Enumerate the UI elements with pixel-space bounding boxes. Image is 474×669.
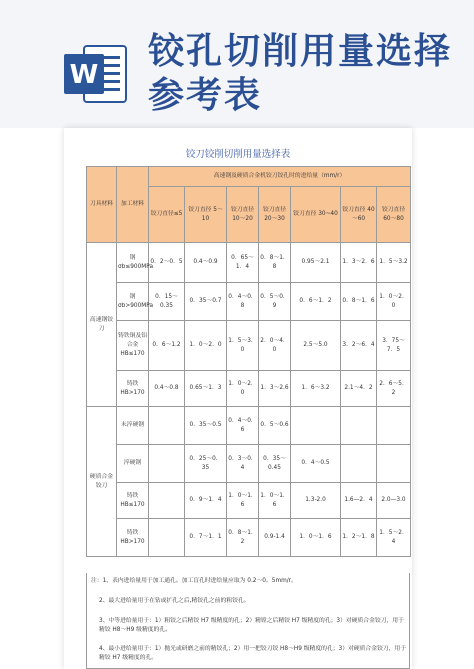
table-cell: 1．0～2．0 — [185, 321, 227, 371]
table-cell: 0.9-1.4 — [259, 519, 291, 557]
header-diameter-4: 铰刀直径 20～30 — [259, 187, 291, 243]
table-cell: 1．3～2．6 — [341, 243, 377, 283]
table-cell — [377, 445, 411, 483]
table-cell: 0．4～0．6 — [227, 407, 259, 445]
table-cell: 2.1～4．2 — [341, 371, 377, 407]
table-cell: 2．0～4．0 — [259, 321, 291, 371]
table-cell: 1．5～2．4 — [377, 519, 411, 557]
table-cell: 1．0～1．6 — [259, 483, 291, 519]
header-diameter-3: 铰刀直径 10～20 — [227, 187, 259, 243]
table-cell — [341, 445, 377, 483]
table-cell — [341, 407, 377, 445]
table-cell: 2.5～5.0 — [291, 321, 341, 371]
table-cell: 0．4～0.5 — [291, 445, 341, 483]
row-material: 铸铁铜及铝合金 HB≤170 — [117, 321, 149, 371]
table-row — [87, 407, 411, 445]
note-4: 4、最小进给量用于：1）抛光或研磨之前的精铰孔；2）用一把铰刀铰 H8～H9 级精度的孔；3）对硬质合金铰刀，用于精铰 H7 级精度的孔。 — [99, 646, 406, 661]
table-row — [87, 445, 411, 483]
header-feed-rate: 高速钢及硬质合金机铰刀铰孔时的进给量（mm/r） — [149, 167, 411, 187]
table-cell: 3．2～6．4 — [341, 321, 377, 371]
table-cell: 0．35～0.45 — [259, 445, 291, 483]
table-cell: 0．15～0.35 — [149, 283, 185, 321]
table-row — [87, 283, 411, 321]
table-row — [87, 519, 411, 557]
document-title: 铰刀铰削切削用量选择表 — [185, 149, 291, 160]
table-row — [87, 483, 411, 519]
row-material: 铸铁 HB>170 — [117, 519, 149, 557]
table-cell: 0.65～1．3 — [185, 371, 227, 407]
table-cell: 0．8～1．2 — [227, 519, 259, 557]
table-cell: 0．6～1．2 — [291, 283, 341, 321]
table-cell: 0．65～1．4 — [227, 243, 259, 283]
word-logo-icon — [62, 40, 130, 108]
table-cell: 1.6—2．4 — [341, 483, 377, 519]
header-diameter-7: 铰刀直径 60～80 — [377, 187, 411, 243]
table-cell: 0．35～0.7 — [185, 283, 227, 321]
table-cell: 0．5～0．9 — [259, 283, 291, 321]
header-diameter-2: 铰刀直径 5～10 — [185, 187, 227, 243]
table-cell — [149, 519, 185, 557]
table-cell — [149, 407, 185, 445]
row-material: 铸铁 HB>170 — [117, 371, 149, 407]
logo-letter: W — [69, 60, 99, 90]
table-cell: 1.3-2.0 — [291, 483, 341, 519]
header-diameter-6: 铰刀直径 40～60 — [341, 187, 377, 243]
table-cell: 0．6～1.2 — [149, 321, 185, 371]
table-cell: 1．0～2．0 — [377, 283, 411, 321]
table-cell: 0．8～1．8 — [259, 243, 291, 283]
row-material: 淬硬钢 — [117, 445, 149, 483]
header-diameter-5: 铰刀直径 30~40 — [291, 187, 341, 243]
table-cell: 0.95～2.1 — [291, 243, 341, 283]
header-tool-material: 刀具材料 — [87, 167, 117, 243]
table-row — [87, 371, 411, 407]
note-3: 3、中等进给量用于：1）粗铰之后精铰 H7 级精度的孔；2）精镗之后精铰 H7 级精度的孔；3）对硬质合金铰刀，用于精铰 H8～H9 级精度的孔。 — [99, 618, 404, 633]
header-work-material: 加工材料 — [117, 167, 149, 243]
note-2: 2、最大进给量用于在钻或扩孔之后,精铰孔之前的粗铰孔。 — [99, 598, 250, 604]
group-carbide: 硬质合金铰刀 — [87, 407, 117, 557]
feed-rate-table — [86, 166, 411, 557]
table-cell: 0．9～1．4 — [185, 483, 227, 519]
table-cell: 1．3～2.6 — [259, 371, 291, 407]
row-material: 钢σb≤900MPa — [117, 243, 149, 283]
table-cell: 0.4～0.9 — [185, 243, 227, 283]
table-cell: 0．7～1．1 — [185, 519, 227, 557]
document-page — [64, 128, 412, 669]
table-row — [87, 321, 411, 371]
table-cell: 0．3～0．4 — [227, 445, 259, 483]
table-cell: 0．35～0.5 — [185, 407, 227, 445]
table-cell: 0．2～0．5 — [149, 243, 185, 283]
table-cell: 2.0—3.0 — [377, 483, 411, 519]
notes-box — [86, 573, 410, 669]
table-cell — [149, 483, 185, 519]
note-1: 注：1、表内进给量用于加工通孔。加工盲孔时进给量应取为 0.2～0。5mm/r。 — [91, 578, 297, 584]
table-cell: 1．6～3.2 — [291, 371, 341, 407]
table-cell: 0．8～1．6 — [341, 283, 377, 321]
table-cell: 0．4～0．8 — [227, 283, 259, 321]
table-cell: 1．0～1．6 — [291, 519, 341, 557]
table-cell: 1．0～2．0 — [227, 371, 259, 407]
table-row — [87, 243, 411, 283]
table-cell: 1．0～1．6 — [227, 483, 259, 519]
row-material: 未淬硬钢 — [117, 407, 149, 445]
table-cell: 0．25～0．35 — [185, 445, 227, 483]
header-diameter-1: 铰刀直径≤5 — [149, 187, 185, 243]
table-cell: 2．6～5．2 — [377, 371, 411, 407]
table-cell: 1．5～3．0 — [227, 321, 259, 371]
table-cell — [377, 407, 411, 445]
table-cell: 0．5～0.6 — [259, 407, 291, 445]
group-hss: 高速钢铰刀 — [87, 243, 117, 407]
row-material: 铸铁 HB≤170 — [117, 483, 149, 519]
row-material: 钢σb>900MPa — [117, 283, 149, 321]
table-cell: 0.4～0.8 — [149, 371, 185, 407]
page-title: 铰孔切削用量选择参考表 — [148, 31, 453, 116]
table-cell — [149, 445, 185, 483]
table-cell: 3．75～7．5 — [377, 321, 411, 371]
hero-banner — [0, 0, 474, 128]
table-cell — [291, 407, 341, 445]
table-cell: 1．2～1．8 — [341, 519, 377, 557]
table-cell: 1．5～3.2 — [377, 243, 411, 283]
